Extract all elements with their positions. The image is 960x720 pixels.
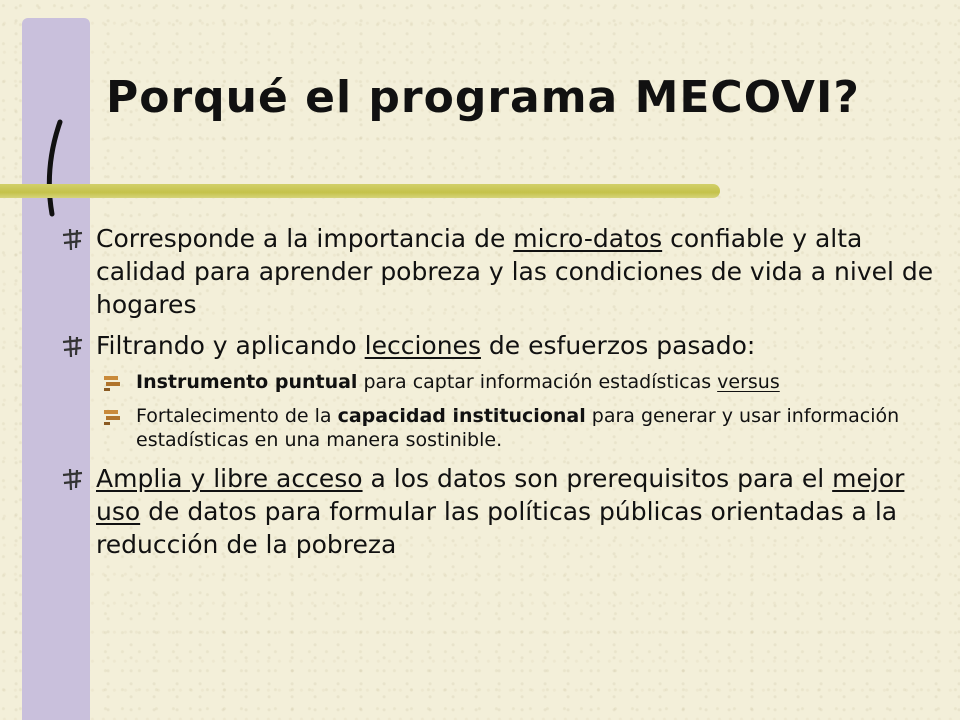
text-run: para captar información estadísticas xyxy=(357,371,718,393)
slide-title: Porqué el programa MECOVI? xyxy=(106,72,860,123)
underlined-term: Amplia y libre acceso xyxy=(96,464,363,493)
bold-term: Instrumento puntual xyxy=(136,371,358,393)
bullet-item xyxy=(56,222,936,321)
text-run: Fortalecimento de la xyxy=(136,405,338,427)
bullet-text xyxy=(96,331,755,360)
bar-bullet-icon xyxy=(102,374,122,392)
underlined-term: micro-datos xyxy=(513,224,663,253)
title-rule xyxy=(0,184,720,198)
text-run: a los datos son prerequisitos para el xyxy=(362,464,833,493)
bullet-item xyxy=(56,462,936,561)
sub-bullet-text xyxy=(136,371,780,393)
underlined-term: lecciones xyxy=(364,331,481,360)
sub-bullet-item xyxy=(56,370,936,394)
text-run: de datos para formular las políticas públicas orientadas a la reducción de la pobreza xyxy=(96,497,898,559)
text-run: para generar y usar información estadísticas en una manera sostinible. xyxy=(136,405,900,451)
bamboo-bullet-icon xyxy=(60,333,86,359)
bracket-decoration-icon xyxy=(38,118,78,218)
bullet-text xyxy=(96,224,933,319)
bar-bullet-icon xyxy=(102,408,122,426)
underlined-term: mejor uso xyxy=(96,464,905,526)
underlined-term: versus xyxy=(717,371,780,393)
bold-term: capacidad institucional xyxy=(337,405,586,427)
text-run: Corresponde a la importancia de xyxy=(96,224,514,253)
text-run: confiable y alta calidad para aprender pobreza y las condiciones de vida a nivel de hogares xyxy=(96,224,934,319)
slide-content xyxy=(56,222,936,569)
sub-bullet-item xyxy=(56,404,936,452)
bullet-item xyxy=(56,329,936,362)
sub-bullet-text xyxy=(136,405,899,451)
bullet-text xyxy=(96,464,904,559)
bamboo-bullet-icon xyxy=(60,466,86,492)
bamboo-bullet-icon xyxy=(60,226,86,252)
text-run: de esfuerzos pasado: xyxy=(480,331,756,360)
text-run: Filtrando y aplicando xyxy=(96,331,365,360)
